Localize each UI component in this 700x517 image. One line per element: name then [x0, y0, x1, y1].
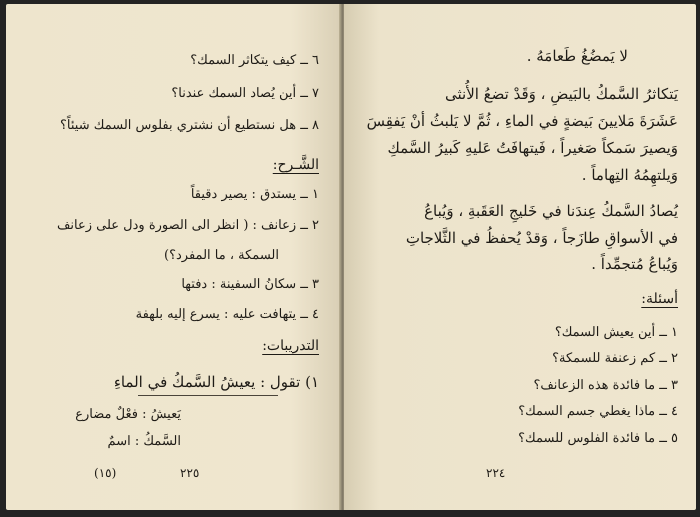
- left-question-7: ٧ ــ أين يُصاد السمك عندنا؟: [171, 86, 319, 101]
- sharh-item-2: ٢ ــ زعانف : ( انظر الى الصورة ودل على زعانف: [56, 218, 319, 233]
- left-question-8: ٨ ــ هل نستطيع أن نشتري بفلوس السمك شيئاً؟: [60, 118, 319, 133]
- sharh-item-3: ٣ ــ سكانُ السفينة : دفتها: [181, 277, 319, 292]
- sharh-item-4: ٤ ــ يتهافت عليه : يسرع إليه بلهفة: [135, 307, 319, 322]
- sharh-heading: الشَّـرح:: [272, 157, 319, 173]
- left-page-number: ٢٢٥: [180, 466, 200, 480]
- tadribat-heading: التدريبات:: [262, 338, 319, 354]
- right-question-3: ٣ ــ ما فائدة هذه الزعانف؟: [533, 378, 678, 393]
- right-page: [344, 4, 696, 510]
- asila-heading: أسئلة:: [641, 291, 678, 307]
- left-side-number: (١٥): [94, 466, 117, 480]
- paragraph-2-line-2: في الأسواقِ طازَجاً ، وَقدْ يُحفظُ في الثَّلاجاتِ: [405, 229, 678, 247]
- right-question-4: ٤ ــ ماذا يغطي جسم السمك؟: [518, 404, 678, 419]
- paragraph-2-line-3: وَيُباعُ مُتجمِّداً .: [591, 255, 678, 273]
- paragraph-1-line-2: عَشَرَةَ مَلايينَ بَيضةٍ في الماءِ ، ثُمَّ لا يَلبثُ أنْ يَفقِسَ: [366, 112, 678, 130]
- exercise-parse-1: يَعيشُ : فعْلٌ مضارع: [75, 407, 181, 422]
- right-question-2: ٢ ــ كم زعنفة للسمكة؟: [552, 351, 678, 366]
- sharh-item-2-cont: السمكة ، ما المفرد؟): [164, 248, 279, 263]
- left-question-6: ٦ ــ كيف يتكاثر السمك؟: [190, 53, 319, 68]
- exercise-parse-2: السَّمكُ : اسمٌ: [107, 434, 181, 449]
- right-opening-line: لا يَمضُغُ طَعامَهُ .: [526, 47, 628, 65]
- right-page-number: ٢٢٤: [486, 466, 506, 480]
- right-question-1: ١ ــ أين يعيش السمك؟: [554, 325, 678, 340]
- paragraph-1-line-4: وَيلتهِمُهُ التِهاماً .: [581, 166, 678, 184]
- paragraph-1-line-1: يَتكاثرُ السَّمكُ بالبَيضِ ، وَقَدْ تضعُ الأُنثى: [444, 85, 678, 103]
- left-page: [6, 4, 341, 510]
- paragraph-2-line-1: يُصادُ السَّمكُ عِندَنا في خَليجِ العَقَبةِ ، وَيُباعُ: [424, 202, 678, 220]
- right-question-5: ٥ ــ ما فائدة الفلوس للسمك؟: [518, 431, 678, 446]
- exercise-underline: [138, 395, 278, 396]
- paragraph-1-line-3: وَيصيرَ سَمكاً صَغيراً ، فَيتهافَتُ عَليهِ كَبيرُ السَّمكِ: [387, 139, 678, 157]
- sharh-item-1: ١ ــ يستدق : يصير دقيقاً: [190, 187, 319, 202]
- exercise-sentence: ١) تقول : يعيشُ السَّمكُ في الماءِ: [113, 373, 319, 391]
